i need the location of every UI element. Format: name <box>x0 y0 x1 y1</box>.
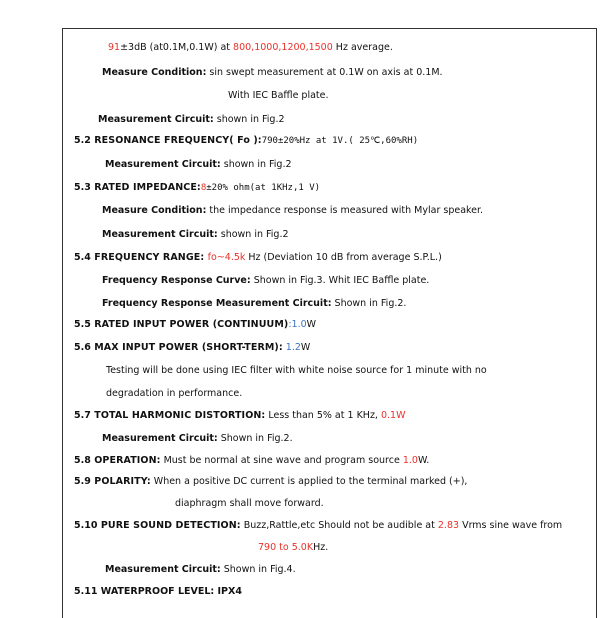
measurement-circuit-text: Shown in Fig.2. <box>217 433 293 444</box>
impedance-value: 8 <box>200 183 207 193</box>
section-cont-text: diaphragm shall move forward. <box>175 498 324 509</box>
section-text: ±20% ohm(at 1KHz,1 V) <box>206 183 321 193</box>
measurement-circuit-text: shown in Fig.2 <box>217 229 289 240</box>
spl-frequencies: 800,1000,1200,1500 <box>233 42 333 53</box>
section-number: 5.4 <box>74 252 91 263</box>
frequency-range-value: fo~4.5k <box>207 252 246 263</box>
section-tail: Vrms sine wave from <box>459 520 563 531</box>
section-5-2 <box>74 135 418 147</box>
measurement-circuit-text: shown in Fig.2 <box>213 114 285 125</box>
max-power-unit: W <box>300 342 311 353</box>
section-text: Must be normal at sine wave and program source <box>160 455 403 466</box>
section-5-7 <box>74 410 405 422</box>
section-title: POLARITY: <box>90 476 151 487</box>
section-number: 5.5 <box>74 319 91 330</box>
section-title: RATED IMPEDANCE: <box>90 182 201 193</box>
section-5-5 <box>74 319 316 331</box>
section-number: 5.2 <box>74 135 91 146</box>
testing-line-2 <box>106 388 242 400</box>
measure-condition-text: sin swept measurement at 0.1W on axis at 0.1M. <box>206 67 443 78</box>
testing-text-2: degradation in performance. <box>106 388 243 399</box>
measure-condition-1 <box>102 67 443 79</box>
section-number: 5.3 <box>74 182 91 193</box>
measurement-circuit-3 <box>102 229 289 241</box>
section-number: 5.6 <box>74 342 91 353</box>
frmc-label: Frequency Response Measurement Circuit: <box>102 298 332 309</box>
measurement-circuit-label: Measurement Circuit: <box>98 114 214 125</box>
section-number: 5.7 <box>74 410 91 421</box>
section-5-10 <box>74 520 562 532</box>
operation-power-unit: W. <box>417 455 430 466</box>
spl-value: 91 <box>108 42 121 53</box>
section-5-10-cont <box>258 542 328 554</box>
frequency-response-measurement-circuit <box>102 298 406 310</box>
frmc-text: Shown in Fig.2. <box>331 298 407 309</box>
section-5-6 <box>74 342 310 354</box>
testing-line-1 <box>106 365 487 377</box>
measurement-circuit-label: Measurement Circuit: <box>105 564 221 575</box>
spl-line <box>108 42 393 54</box>
section-text: IPX4 <box>214 586 242 597</box>
max-power-value: 1.2 <box>282 342 301 353</box>
rated-power-unit: W <box>306 319 317 330</box>
rated-power-value: :1.0 <box>288 319 307 330</box>
section-text: Hz (Deviation 10 dB from average S.P.L.) <box>245 252 442 263</box>
section-title: RESONANCE FREQUENCY( Fo ): <box>90 135 262 146</box>
measurement-circuit-text: shown in Fig.2 <box>220 159 292 170</box>
measure-condition-1-cont <box>228 90 329 102</box>
measurement-circuit-5 <box>105 564 296 576</box>
section-text: 790±20%Hz at 1V.( 25℃,60%RH) <box>261 136 419 146</box>
section-5-9 <box>74 476 467 488</box>
section-5-3 <box>74 182 320 194</box>
measurement-circuit-text: Shown in Fig.4. <box>220 564 296 575</box>
section-title: MAX INPUT POWER (SHORT-TERM): <box>90 342 283 353</box>
measurement-circuit-4 <box>102 433 293 445</box>
operation-power-value: 1.0 <box>402 455 418 466</box>
section-number: 5.10 <box>74 520 98 531</box>
thd-power-value: 0.1W <box>380 410 406 421</box>
section-title: OPERATION: <box>90 455 161 466</box>
testing-text-1: Testing will be done using IEC filter with white noise source for 1 minute with no <box>106 365 487 376</box>
section-5-4 <box>74 252 442 264</box>
spl-tail: Hz average. <box>332 42 393 53</box>
sweep-range-value: 790 to 5.0K <box>258 542 314 553</box>
measure-condition-label: Measure Condition: <box>102 67 207 78</box>
section-number: 5.8 <box>74 455 91 466</box>
frc-text: Shown in Fig.3. Whit IEC Baffle plate. <box>250 275 430 286</box>
section-text: Less than 5% at 1 KHz, <box>265 410 381 421</box>
measurement-circuit-label: Measurement Circuit: <box>105 159 221 170</box>
section-title: WATERPROOF LEVEL: <box>97 586 215 597</box>
frequency-response-curve <box>102 275 429 287</box>
section-text: Buzz,Rattle,etc Should not be audible at <box>240 520 438 531</box>
measurement-circuit-label: Measurement Circuit: <box>102 433 218 444</box>
vrms-value: 2.83 <box>437 520 460 531</box>
section-number: 5.11 <box>74 586 98 597</box>
spl-tolerance: ±3dB (at0.1M,0.1W) at <box>120 42 234 53</box>
section-5-11 <box>74 586 242 598</box>
section-title: PURE SOUND DETECTION: <box>97 520 241 531</box>
sweep-range-unit: Hz. <box>313 542 329 553</box>
measurement-circuit-2 <box>105 159 292 171</box>
section-text: When a positive DC current is applied to the terminal marked (+), <box>150 476 468 487</box>
section-title: TOTAL HARMONIC DISTORTION: <box>90 410 266 421</box>
section-title: FREQUENCY RANGE: <box>90 252 208 263</box>
measurement-circuit-label: Measurement Circuit: <box>102 229 218 240</box>
measure-condition-label: Measure Condition: <box>102 205 207 216</box>
measure-condition-3 <box>102 205 483 217</box>
measure-condition-cont-text: With IEC Baffle plate. <box>228 90 329 101</box>
frc-label: Frequency Response Curve: <box>102 275 251 286</box>
section-5-8 <box>74 455 429 467</box>
section-5-9-cont <box>175 498 324 510</box>
measurement-circuit-1 <box>98 114 285 126</box>
measure-condition-text: the impedance response is measured with Mylar speaker. <box>206 205 484 216</box>
section-title: RATED INPUT POWER (CONTINUUM) <box>90 319 289 330</box>
section-number: 5.9 <box>74 476 91 487</box>
